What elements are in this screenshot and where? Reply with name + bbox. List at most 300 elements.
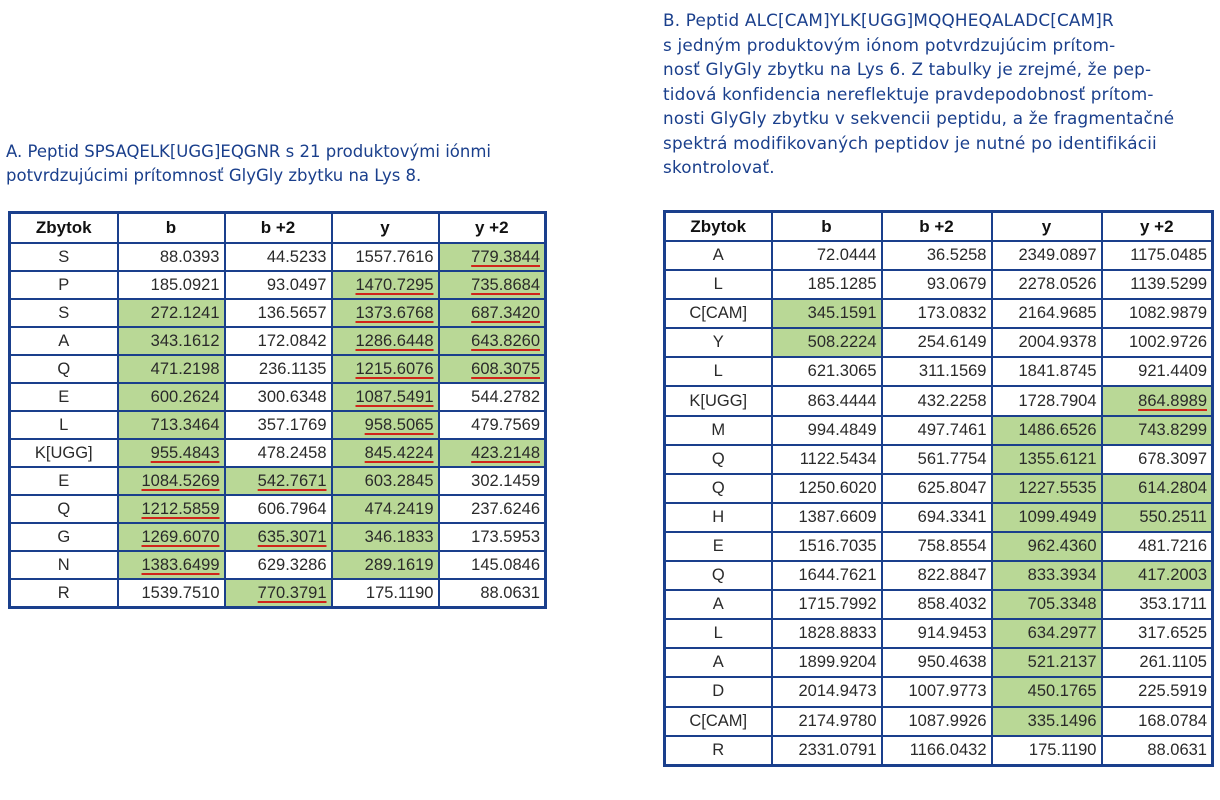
cell-residue — [10, 579, 118, 608]
cell-residue — [10, 495, 118, 523]
table-row — [665, 736, 1213, 766]
cell-b2-ion — [225, 411, 332, 439]
cell-value: L — [59, 415, 69, 434]
column-header-y: y — [992, 212, 1102, 242]
cell-b-ion — [772, 590, 882, 619]
table-body — [10, 243, 546, 608]
cell-y-ion — [992, 299, 1102, 328]
cell-y-ion — [332, 551, 439, 579]
cell-value: 311.1569 — [918, 362, 987, 381]
cell-b-ion — [118, 523, 225, 551]
cell-value: 44.5233 — [266, 247, 327, 266]
cell-value: L — [713, 624, 723, 643]
cell-b2-ion — [882, 619, 992, 648]
cell-y2-ion — [1102, 736, 1213, 766]
table-row — [665, 590, 1213, 619]
cell-value: 625.8047 — [917, 478, 987, 497]
cell-value: 735.8684 — [471, 275, 540, 294]
cell-b-ion — [118, 551, 225, 579]
cell-y-ion — [992, 619, 1102, 648]
cell-value: 1122.5434 — [799, 449, 877, 468]
cell-b2-ion — [882, 648, 992, 677]
cell-b-ion — [118, 243, 225, 271]
cell-value: 1250.6020 — [798, 478, 877, 497]
cell-residue — [10, 327, 118, 355]
cell-b2-ion — [225, 271, 332, 299]
cell-y-ion — [992, 357, 1102, 386]
caption-table-a: A. Peptid SPSAQELK[UGG]EQGNR s 21 produktovými iónmi potvrdzujúcimi prítomnosť GlyGly zbytku na Lys 8. — [6, 142, 491, 185]
cell-b2-ion — [882, 357, 992, 386]
column-header-y: y — [332, 213, 439, 244]
cell-value: 864.8989 — [1138, 391, 1207, 410]
cell-b2-ion — [882, 474, 992, 503]
cell-y2-ion — [1102, 503, 1213, 532]
cell-b2-ion — [225, 299, 332, 327]
cell-b-ion — [772, 532, 882, 561]
cell-y2-ion — [1102, 445, 1213, 474]
cell-value: 1715.7992 — [798, 595, 877, 614]
cell-y2-ion — [439, 243, 546, 271]
cell-residue — [10, 411, 118, 439]
cell-residue — [10, 299, 118, 327]
table-row — [665, 328, 1213, 357]
cell-residue — [10, 383, 118, 411]
cell-value: M — [711, 420, 726, 439]
cell-b-ion — [118, 439, 225, 467]
cell-value: 1557.7616 — [355, 247, 434, 266]
cell-value: 317.6525 — [1138, 624, 1207, 643]
cell-y2-ion — [439, 299, 546, 327]
cell-value: 845.4224 — [364, 443, 434, 462]
cell-b-ion — [118, 355, 225, 383]
cell-value: 1002.9726 — [1129, 333, 1207, 352]
cell-y2-ion — [439, 383, 546, 411]
column-header-residue: Zbytok — [10, 213, 118, 244]
cell-value: 1286.6448 — [355, 331, 434, 350]
table-row — [665, 416, 1213, 445]
cell-b2-ion — [225, 495, 332, 523]
cell-value: 621.3065 — [807, 362, 877, 381]
cell-value: 1841.8745 — [1018, 362, 1097, 381]
cell-residue — [665, 736, 772, 766]
cell-y-ion — [332, 495, 439, 523]
cell-y2-ion — [1102, 241, 1213, 270]
table-row — [10, 299, 546, 327]
cell-b-ion — [118, 327, 225, 355]
cell-residue — [665, 677, 772, 706]
cell-value: 858.4032 — [917, 595, 987, 614]
cell-y-ion — [992, 503, 1102, 532]
cell-value: 1355.6121 — [1018, 449, 1097, 468]
cell-value: 471.2198 — [150, 359, 220, 378]
cell-value: 1269.6070 — [141, 527, 220, 546]
cell-y2-ion — [439, 551, 546, 579]
table-row — [665, 241, 1213, 270]
cell-y2-ion — [439, 439, 546, 467]
cell-value: 343.1612 — [150, 331, 220, 350]
cell-value: 1007.9773 — [908, 682, 987, 701]
cell-value: 225.5919 — [1138, 682, 1207, 701]
cell-b-ion — [772, 299, 882, 328]
cell-value: 357.1769 — [257, 415, 327, 434]
cell-y-ion — [992, 328, 1102, 357]
column-header-y2: y +2 — [1102, 212, 1213, 242]
cell-value: 1227.5535 — [1018, 478, 1097, 497]
cell-value: 950.4638 — [917, 653, 987, 672]
cell-value: Q — [711, 449, 725, 468]
table-row — [665, 445, 1213, 474]
cell-value: 544.2782 — [471, 387, 540, 406]
fragment-table-b — [663, 210, 1214, 767]
table-row — [10, 327, 546, 355]
cell-value: R — [712, 740, 725, 759]
table-row — [665, 648, 1213, 677]
cell-b-ion — [772, 241, 882, 270]
cell-value: C[CAM] — [689, 711, 748, 730]
table-row — [665, 707, 1213, 736]
cell-b2-ion — [225, 383, 332, 411]
cell-y2-ion — [1102, 270, 1213, 299]
cell-value: 958.5065 — [364, 415, 434, 434]
cell-value: Q — [711, 478, 725, 497]
cell-b-ion — [772, 328, 882, 357]
cell-b-ion — [772, 648, 882, 677]
cell-b2-ion — [882, 677, 992, 706]
cell-value: 1166.0432 — [909, 740, 987, 759]
cell-b-ion — [772, 445, 882, 474]
cell-value: 2004.9378 — [1018, 333, 1097, 352]
cell-residue — [665, 241, 772, 270]
cell-value: 1087.9926 — [908, 711, 987, 730]
cell-value: S — [58, 247, 70, 266]
table-row — [10, 551, 546, 579]
cell-value: 561.7754 — [917, 449, 987, 468]
cell-b2-ion — [882, 707, 992, 736]
cell-value: 175.1190 — [1028, 740, 1097, 759]
cell-value: 1215.6076 — [355, 359, 434, 378]
cell-value: 353.1711 — [1139, 595, 1207, 614]
cell-value: 93.0679 — [926, 275, 987, 294]
cell-b2-ion — [882, 445, 992, 474]
cell-value: 994.4849 — [807, 420, 877, 439]
cell-y2-ion — [439, 271, 546, 299]
cell-b2-ion — [225, 523, 332, 551]
cell-value: 432.2258 — [917, 391, 987, 410]
cell-value: P — [58, 275, 70, 294]
cell-value: 508.2224 — [807, 333, 877, 352]
cell-residue — [665, 357, 772, 386]
cell-y-ion — [332, 579, 439, 608]
cell-value: 2278.0526 — [1018, 275, 1097, 294]
cell-residue — [665, 619, 772, 648]
cell-value: 833.3934 — [1027, 566, 1097, 585]
table-header-row — [665, 212, 1213, 242]
cell-value: 1383.6499 — [141, 555, 220, 574]
cell-y2-ion — [439, 495, 546, 523]
table-row — [665, 270, 1213, 299]
caption-table-b — [663, 8, 1211, 180]
cell-value: 497.7461 — [917, 420, 987, 439]
cell-value: 955.4843 — [150, 443, 220, 462]
cell-value: 1828.8833 — [798, 624, 877, 643]
cell-value: 779.3844 — [471, 247, 540, 266]
cell-b-ion — [118, 271, 225, 299]
cell-y-ion — [992, 648, 1102, 677]
cell-y2-ion — [439, 355, 546, 383]
cell-value: 1728.7904 — [1018, 391, 1097, 410]
cell-value: 770.3791 — [257, 583, 327, 602]
cell-value: 1387.6609 — [798, 507, 877, 526]
cell-value: 185.0921 — [150, 275, 220, 294]
cell-b-ion — [118, 299, 225, 327]
cell-value: 1087.5491 — [355, 387, 434, 406]
table-row — [10, 383, 546, 411]
cell-residue — [10, 243, 118, 271]
cell-value: 2014.9473 — [798, 682, 877, 701]
cell-b-ion — [772, 474, 882, 503]
cell-value: 1373.6768 — [355, 303, 434, 322]
cell-value: 93.0497 — [266, 275, 327, 294]
cell-y-ion — [992, 707, 1102, 736]
cell-b2-ion — [882, 503, 992, 532]
cell-y-ion — [332, 411, 439, 439]
cell-residue — [665, 416, 772, 445]
column-header-b: b — [772, 212, 882, 242]
cell-b-ion — [118, 579, 225, 608]
cell-value: 1486.6526 — [1018, 420, 1097, 439]
cell-value: 743.8299 — [1138, 420, 1207, 439]
cell-b-ion — [772, 357, 882, 386]
cell-y2-ion — [1102, 328, 1213, 357]
cell-residue — [665, 707, 772, 736]
cell-residue — [10, 523, 118, 551]
cell-b2-ion — [225, 439, 332, 467]
cell-residue — [665, 445, 772, 474]
cell-value: K[UGG] — [34, 443, 93, 462]
table-row — [10, 411, 546, 439]
cell-value: 272.1241 — [150, 303, 220, 322]
column-header-y2: y +2 — [439, 213, 546, 244]
cell-value: 261.1105 — [1139, 653, 1207, 672]
cell-value: 822.8847 — [917, 566, 987, 585]
cell-y2-ion — [439, 467, 546, 495]
cell-b-ion — [772, 561, 882, 590]
cell-value: 36.5258 — [926, 246, 987, 265]
cell-value: 694.3341 — [917, 507, 987, 526]
cell-value: 417.2003 — [1138, 566, 1207, 585]
cell-value: E — [712, 536, 724, 555]
caption-b-line: skontrolovať. — [663, 157, 775, 177]
cell-value: 921.4409 — [1138, 362, 1207, 381]
cell-value: 450.1765 — [1027, 682, 1097, 701]
column-header-b2: b +2 — [225, 213, 332, 244]
table-row — [665, 619, 1213, 648]
cell-value: 168.0784 — [1138, 711, 1207, 730]
cell-value: 635.3071 — [257, 527, 327, 546]
cell-value: 606.7964 — [257, 499, 327, 518]
cell-b2-ion — [225, 467, 332, 495]
cell-value: 1175.0485 — [1130, 246, 1207, 265]
cell-value: 1644.7621 — [798, 566, 877, 585]
table-body — [665, 241, 1213, 765]
cell-value: 1470.7295 — [355, 275, 434, 294]
cell-value: 521.2137 — [1027, 653, 1097, 672]
cell-residue — [10, 271, 118, 299]
cell-residue — [665, 270, 772, 299]
cell-value: 335.1496 — [1027, 711, 1097, 730]
cell-y-ion — [332, 243, 439, 271]
cell-value: 88.0631 — [480, 583, 540, 602]
column-header-b: b — [118, 213, 225, 244]
cell-residue — [665, 532, 772, 561]
cell-value: 550.2511 — [1139, 507, 1207, 526]
cell-value: 289.1619 — [364, 555, 434, 574]
cell-y-ion — [992, 445, 1102, 474]
cell-b2-ion — [225, 551, 332, 579]
table-row — [665, 299, 1213, 328]
table-row — [665, 357, 1213, 386]
cell-value: 481.7216 — [1138, 536, 1207, 555]
caption-b-line: nosť GlyGly zbytku na Lys 6. Z tabulky je zrejmé, že pep- — [663, 59, 1152, 79]
cell-b-ion — [772, 270, 882, 299]
cell-value: 478.2458 — [257, 443, 327, 462]
cell-value: C[CAM] — [689, 304, 748, 323]
cell-value: 1516.7035 — [798, 536, 877, 555]
cell-b2-ion — [882, 386, 992, 415]
cell-value: K[UGG] — [689, 391, 748, 410]
cell-value: E — [58, 387, 70, 406]
cell-y-ion — [992, 416, 1102, 445]
cell-value: 1139.5299 — [1130, 275, 1207, 294]
cell-value: 479.7569 — [471, 415, 540, 434]
cell-y-ion — [992, 590, 1102, 619]
cell-b2-ion — [882, 416, 992, 445]
cell-value: E — [58, 471, 70, 490]
cell-b2-ion — [882, 328, 992, 357]
cell-y2-ion — [1102, 619, 1213, 648]
cell-y2-ion — [1102, 416, 1213, 445]
cell-residue — [665, 648, 772, 677]
cell-residue — [665, 503, 772, 532]
table-row — [10, 579, 546, 608]
cell-residue — [10, 355, 118, 383]
cell-y-ion — [332, 299, 439, 327]
cell-value: 175.1190 — [365, 583, 434, 602]
cell-residue — [665, 299, 772, 328]
cell-b-ion — [772, 619, 882, 648]
table-row — [10, 271, 546, 299]
cell-value: 705.3348 — [1027, 595, 1097, 614]
table-header-row — [10, 213, 546, 244]
cell-value: 1084.5269 — [141, 471, 220, 490]
cell-y2-ion — [439, 411, 546, 439]
cell-b2-ion — [882, 270, 992, 299]
cell-value: G — [57, 527, 71, 546]
cell-value: 2164.9685 — [1018, 304, 1097, 323]
cell-value: 2349.0897 — [1018, 246, 1097, 265]
cell-y2-ion — [1102, 561, 1213, 590]
cell-y2-ion — [1102, 532, 1213, 561]
cell-value: 300.6348 — [257, 387, 327, 406]
cell-b2-ion — [225, 579, 332, 608]
cell-y-ion — [992, 532, 1102, 561]
cell-y-ion — [332, 439, 439, 467]
cell-residue — [665, 590, 772, 619]
cell-value: L — [713, 362, 723, 381]
cell-y2-ion — [1102, 590, 1213, 619]
cell-y2-ion — [1102, 299, 1213, 328]
cell-value: 687.3420 — [471, 303, 540, 322]
cell-residue — [10, 439, 118, 467]
cell-value: 346.1833 — [364, 527, 434, 546]
cell-b2-ion — [225, 243, 332, 271]
cell-value: 423.2148 — [471, 443, 540, 462]
cell-b-ion — [772, 416, 882, 445]
cell-value: 302.1459 — [471, 471, 540, 490]
cell-value: 1212.5859 — [141, 499, 220, 518]
cell-value: 962.4360 — [1027, 536, 1097, 555]
cell-b-ion — [118, 383, 225, 411]
cell-value: A — [712, 246, 724, 265]
cell-value: 88.0631 — [1147, 740, 1207, 759]
cell-value: 600.2624 — [150, 387, 220, 406]
cell-value: 88.0393 — [159, 247, 220, 266]
cell-b2-ion — [225, 355, 332, 383]
table-row — [10, 439, 546, 467]
cell-b2-ion — [882, 241, 992, 270]
cell-value: 2331.0791 — [798, 740, 877, 759]
cell-value: 629.3286 — [257, 555, 327, 574]
cell-value: 345.1591 — [807, 304, 877, 323]
cell-b2-ion — [882, 736, 992, 766]
table-row — [665, 532, 1213, 561]
cell-residue — [665, 561, 772, 590]
cell-value: Q — [57, 499, 71, 518]
cell-residue — [10, 467, 118, 495]
fragment-table-a — [8, 211, 547, 609]
cell-b-ion — [772, 707, 882, 736]
cell-value: A — [712, 653, 724, 672]
cell-value: 713.3464 — [150, 415, 220, 434]
cell-value: 236.1135 — [258, 359, 327, 378]
cell-b-ion — [772, 736, 882, 766]
table-row — [665, 561, 1213, 590]
table-row — [10, 495, 546, 523]
cell-y2-ion — [1102, 357, 1213, 386]
table-row — [10, 355, 546, 383]
cell-value: 254.6149 — [917, 333, 987, 352]
cell-value: 72.0444 — [816, 246, 877, 265]
cell-value: 542.7671 — [257, 471, 327, 490]
cell-value: 1899.9204 — [798, 653, 877, 672]
cell-residue — [665, 474, 772, 503]
cell-value: 474.2419 — [364, 499, 434, 518]
cell-value: Q — [57, 359, 71, 378]
cell-value: R — [57, 583, 70, 602]
cell-y-ion — [992, 736, 1102, 766]
cell-y-ion — [992, 474, 1102, 503]
cell-value: A — [712, 595, 724, 614]
cell-value: 1082.9879 — [1129, 304, 1207, 323]
cell-y-ion — [332, 383, 439, 411]
column-header-b2: b +2 — [882, 212, 992, 242]
cell-b-ion — [118, 495, 225, 523]
cell-value: 634.2977 — [1027, 624, 1097, 643]
cell-b-ion — [118, 467, 225, 495]
cell-value: 614.2804 — [1138, 478, 1207, 497]
cell-value: 914.9453 — [917, 624, 987, 643]
cell-b2-ion — [882, 299, 992, 328]
